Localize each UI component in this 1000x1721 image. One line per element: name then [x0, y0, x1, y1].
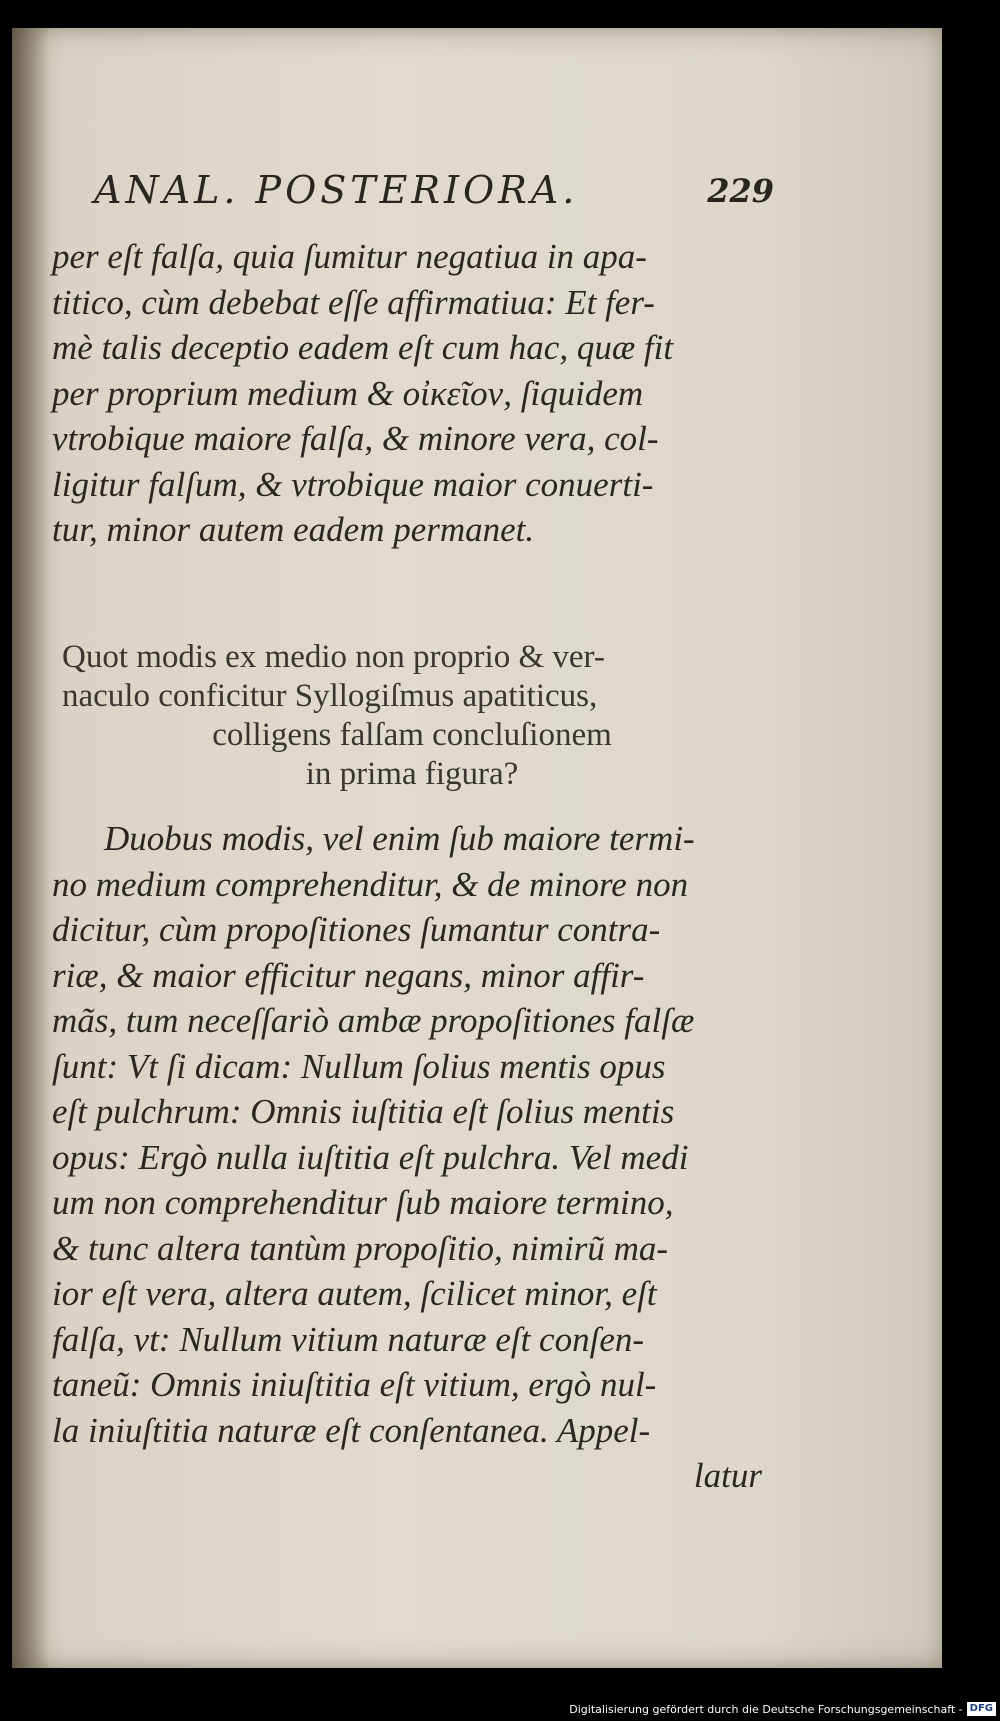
text-line: la iniuſtitia naturæ eſt conſentanea. Appel-	[52, 1410, 651, 1450]
text-line: ior eſt vera, altera autem, ſcilicet minor, eſt	[52, 1274, 657, 1313]
text-line: um non comprehenditur ſub maiore termino,	[52, 1183, 674, 1222]
funding-credit: Digitalisierung gefördert durch die Deutsche Forschungsgemeinschaft -	[569, 1702, 963, 1716]
heading-line: in prima figura?	[305, 756, 519, 792]
paragraph-1	[52, 234, 762, 553]
section-heading	[62, 638, 762, 794]
text-line: taneũ: Omnis iniuſtitia eſt vitium, ergò nul-	[52, 1365, 657, 1404]
text-line: no medium comprehenditur, & de minore non	[52, 864, 689, 904]
text-line: mè talis deceptio eadem eſt cum hac, quæ fit	[52, 328, 674, 367]
text-line: riæ, & maior efficitur negans, minor affir-	[52, 955, 645, 995]
digitization-footer	[569, 1697, 1000, 1721]
text-line: ſunt: Vt ſi dicam: Nullum ſolius mentis opus	[52, 1046, 666, 1086]
running-title: ANAL. POSTERIORA.	[94, 168, 579, 212]
text-line: per eſt falſa, quia ſumitur negatiua in apa-	[52, 237, 647, 276]
text-line: falſa, vt: Nullum vitium naturæ eſt conſen-	[52, 1319, 645, 1359]
heading-line: naculo conficitur Syllogiſmus apatiticus,	[62, 678, 598, 714]
text-line: vtrobique maiore falſa, & minore vera, col-	[52, 419, 659, 458]
paragraph-2	[52, 816, 762, 1499]
text-line: per proprium medium & οἰκεῖον, ſiquidem	[52, 373, 644, 413]
text-line: eſt pulchrum: Omnis iuſtitia eſt ſolius mentis	[52, 1092, 675, 1131]
text-line: opus: Ergò nulla iuſtitia eſt pulchra. Vel medi	[52, 1137, 689, 1177]
book-page	[12, 28, 942, 1668]
text-line: & tunc altera tantùm propoſitio, nimirũ ma-	[52, 1228, 669, 1268]
heading-line: colligens falſam concluſionem	[212, 717, 612, 753]
dfg-logo: DFG	[967, 1702, 996, 1716]
text-line: tur, minor autem eadem permanet.	[52, 510, 535, 549]
heading-line: Quot modis ex medio non proprio & ver-	[62, 639, 605, 675]
text-line: ligitur falſum, & vtrobique maior conuerti-	[52, 464, 654, 504]
page-gutter-shadow	[12, 28, 50, 1668]
text-line: Duobus modis, vel enim ſub maiore termi-	[104, 819, 695, 858]
running-head	[94, 168, 774, 228]
text-line: dicitur, cùm propoſitiones ſumantur contra-	[52, 910, 661, 949]
catchword: latur	[693, 1456, 762, 1495]
text-line: mãs, tum neceſſariò ambæ propoſitiones falſæ	[52, 1001, 695, 1040]
page-number: 229	[707, 172, 774, 210]
text-line: titico, cùm debebat eſſe affirmatiua: Et fer-	[52, 282, 655, 322]
